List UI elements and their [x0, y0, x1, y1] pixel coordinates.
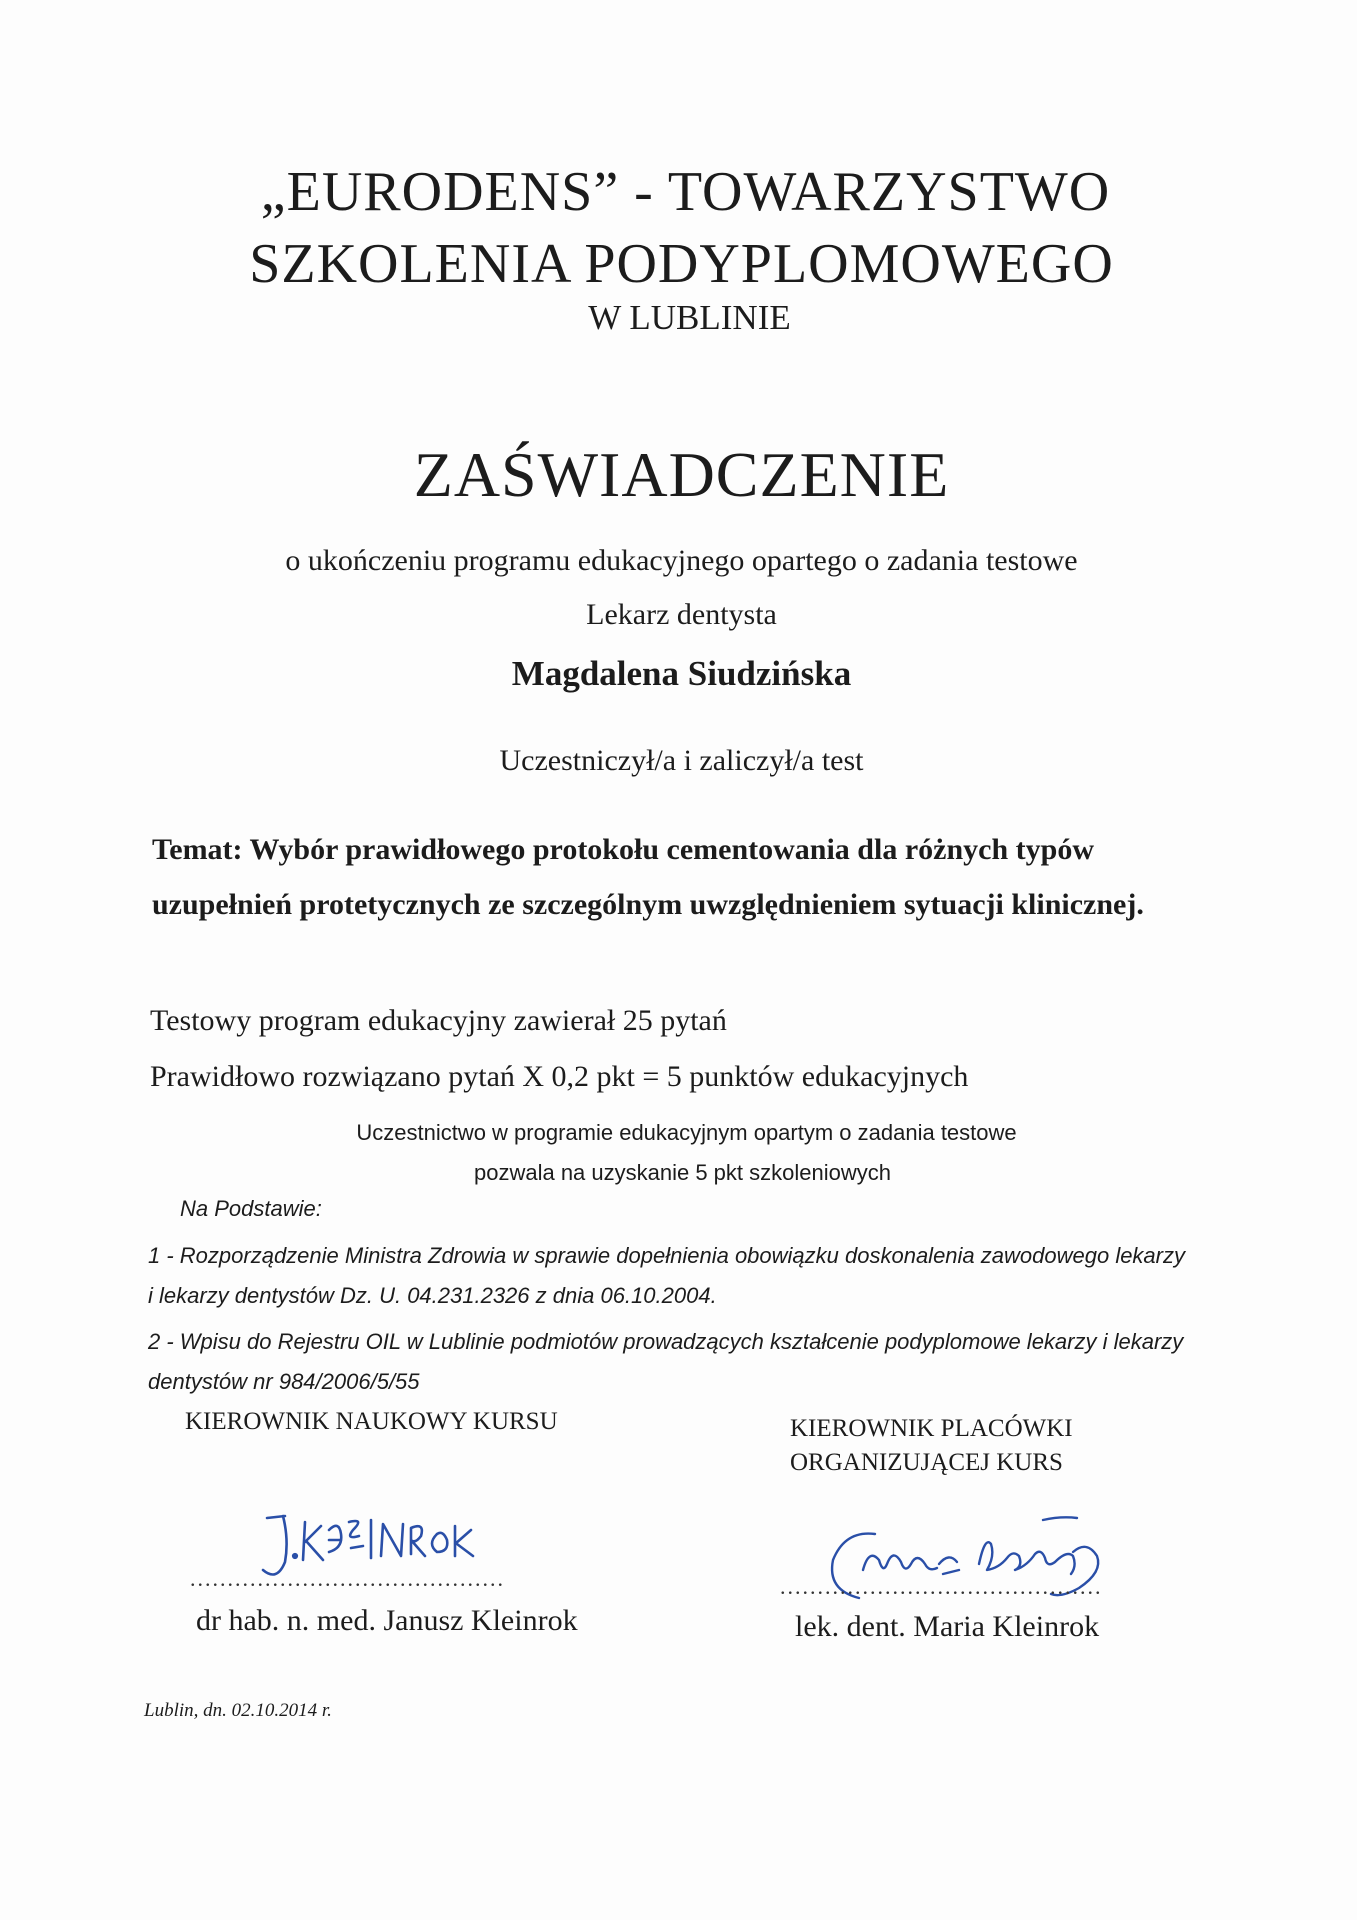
organization-name-line1: „EURODENS” - TOWARZYSTWO	[260, 161, 1111, 223]
recipient-profession: Lekarz dentysta	[586, 598, 777, 631]
organization-name-line2: SZKOLENIA PODYPLOMOWEGO	[249, 233, 1114, 295]
legal-basis-item: 1 - Rozporządzenie Ministra Zdrowia w sprawie dopełnienia obowiązku doskonalenia zawodowego lekarzy i lekarzy dentystów Dz. U. 04.231.2326 z dnia 06.10.2004.	[148, 1243, 1185, 1308]
course-topic	[152, 822, 1172, 932]
score-line: Prawidłowo rozwiązano pytań X 0,2 pkt = 5 punktów edukacyjnych	[150, 1060, 969, 1093]
facility-director-role: KIEROWNIK PLACÓWKI ORGANIZUJĄCEJ KURS	[790, 1415, 1073, 1476]
scientific-director-role: KIEROWNIK NAUKOWY KURSU	[185, 1408, 558, 1435]
document-title: ZAŚWIADCZENIE	[413, 439, 950, 510]
facility-director-name: lek. dent. Maria Kleinrok	[795, 1610, 1100, 1643]
recipient-name: Magdalena Siudzińska	[511, 654, 852, 693]
question-count-line: Testowy program edukacyjny zawierał 25 pytań	[150, 1004, 727, 1037]
participation-statement: Uczestniczył/a i zaliczył/a test	[499, 744, 864, 777]
place-and-date: Lublin, dn. 02.10.2014 r.	[144, 1700, 332, 1721]
legal-basis-item: 2 - Wpisu do Rejestru OIL w Lublinie podmiotów prowadzących kształcenie podyplomowe lekarzy i lekarzy dentystów nr 984/2006/5/55	[148, 1329, 1184, 1394]
points-note-line1: Uczestnictwo w programie edukacyjnym opartym o zadania testowe	[356, 1120, 1017, 1145]
topic-label: Temat:	[152, 833, 243, 866]
signature-line: ..........................................	[190, 1566, 505, 1591]
organization-city: W LUBLINIE	[588, 298, 791, 337]
topic-text: Wybór prawidłowego protokołu cementowania dla różnych typów uzupełnień protetycznych ze szczególnym uwzględnieniem sytuacji klinicznej.	[152, 833, 1144, 921]
document-subtitle: o ukończeniu programu edukacyjnego opartego o zadania testowe	[285, 544, 1078, 577]
scientific-director-name: dr hab. n. med. Janusz Kleinrok	[196, 1604, 578, 1637]
signature-line: ...........................................	[780, 1574, 1103, 1599]
legal-basis-heading: Na Podstawie:	[180, 1196, 322, 1221]
points-note-line2: pozwala na uzyskanie 5 pkt szkoleniowych	[473, 1160, 891, 1185]
